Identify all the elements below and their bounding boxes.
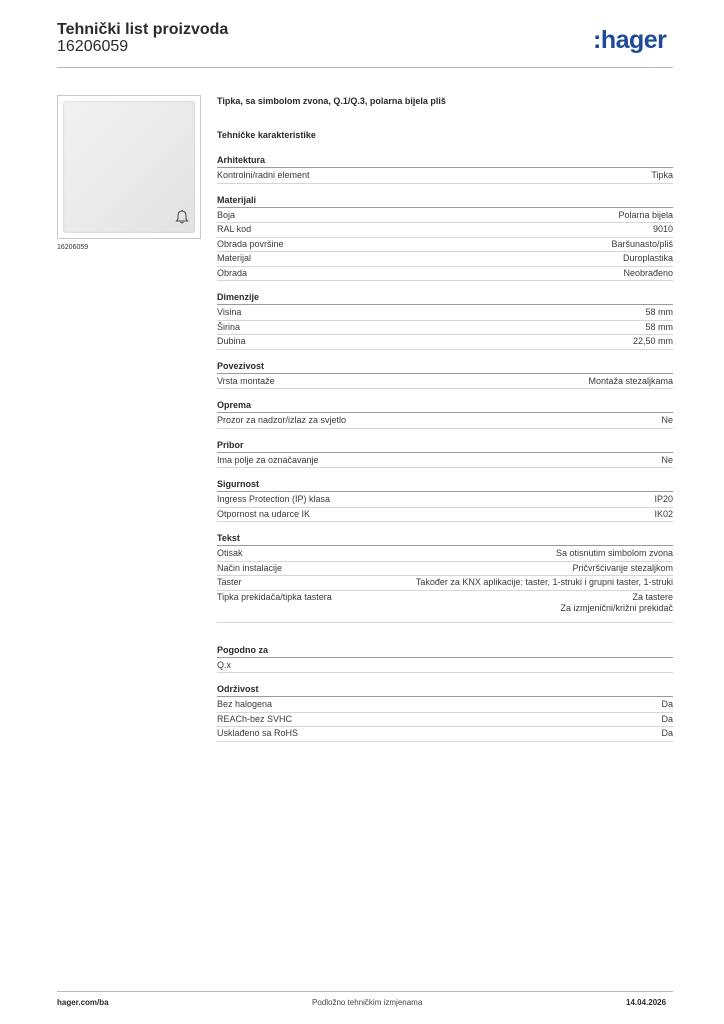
spec-value: Baršunasto/pliš xyxy=(611,238,673,249)
spec-row xyxy=(217,576,673,591)
spec-row xyxy=(217,223,673,238)
spec-row xyxy=(217,713,673,728)
spec-value: Tipka xyxy=(651,170,673,180)
spec-row xyxy=(217,508,673,523)
product-image xyxy=(57,95,201,239)
spec-row xyxy=(217,252,673,267)
hager-logo: :hager xyxy=(593,26,667,54)
spec-label: Taster xyxy=(217,577,242,587)
spec-label: Materijal xyxy=(217,253,252,263)
image-caption: 16206059 xyxy=(57,244,89,251)
spec-label: Visina xyxy=(217,307,242,317)
spec-section xyxy=(217,292,673,350)
section-title: Sigurnost xyxy=(217,479,673,492)
spec-label: Širina xyxy=(217,321,241,332)
spec-section xyxy=(217,684,673,742)
spec-row xyxy=(217,209,673,224)
spec-value: Duroplastika xyxy=(622,253,673,263)
spec-value: IP20 xyxy=(654,494,673,504)
spec-value: Također za KNX aplikacije: taster, 1-struki i grupni taster, 1-struki xyxy=(415,577,673,587)
spec-row xyxy=(217,454,673,469)
spec-label: Otisak xyxy=(217,548,243,558)
footer-notice: Podložno tehničkim izmjenama xyxy=(312,998,423,1007)
header-divider xyxy=(57,67,673,68)
spec-section xyxy=(217,645,673,674)
spec-label: Način instalacije xyxy=(217,562,283,573)
spec-label: Vrsta montaže xyxy=(217,375,275,386)
spec-value: 58 mm xyxy=(645,307,673,317)
section-title: Dimenzije xyxy=(217,292,673,305)
spec-value: Da xyxy=(661,713,673,724)
spec-label: Q.x xyxy=(217,659,232,670)
spec-label: Prozor za nadzor/izlaz za svjetlo xyxy=(217,415,347,425)
spec-row xyxy=(217,493,673,508)
spec-value: Da xyxy=(661,728,673,738)
spec-section xyxy=(217,155,673,184)
characteristics-heading: Tehničke karakteristike xyxy=(217,130,316,140)
spec-row xyxy=(217,562,673,577)
footer-website: hager.com/ba xyxy=(57,998,109,1007)
section-title: Materijali xyxy=(217,195,673,208)
spec-row xyxy=(217,375,673,390)
bell-icon xyxy=(174,209,190,225)
spec-label: Kontrolni/radni element xyxy=(217,170,310,180)
product-description: Tipka, sa simbolom zvona, Q.1/Q.3, polarna bijela pliš xyxy=(217,96,446,106)
spec-label: Ima polje za označavanje xyxy=(217,454,319,465)
spec-label: Boja xyxy=(217,209,236,220)
section-title: Povezivost xyxy=(217,361,673,374)
spec-section xyxy=(217,361,673,390)
spec-value: 9010 xyxy=(652,224,673,234)
spec-value: Polarna bijela xyxy=(618,209,673,220)
spec-section xyxy=(217,479,673,522)
footer-divider xyxy=(57,991,673,992)
footer-date: 14.04.2026 xyxy=(626,998,667,1007)
spec-row xyxy=(217,591,673,623)
spec-section xyxy=(217,400,673,429)
spec-label: Tipka prekidača/tipka tastera xyxy=(217,591,332,602)
section-title: Oprema xyxy=(217,400,673,413)
spec-section xyxy=(217,195,673,282)
spec-value: Za tastere Za izmjenični/križni prekidač xyxy=(560,591,673,613)
spec-label: Obrada xyxy=(217,267,248,278)
spec-value: Sa otisnutim simbolom zvona xyxy=(555,548,673,558)
spec-row xyxy=(217,414,673,429)
spec-label: Otpornost na udarce IK xyxy=(217,508,311,519)
spec-value: Da xyxy=(661,699,673,709)
spec-label: Dubina xyxy=(217,336,246,346)
spec-value: Pričvršćivanje stezaljkom xyxy=(572,562,673,573)
spec-row xyxy=(217,238,673,253)
spec-value: 58 mm xyxy=(645,321,673,332)
spec-row xyxy=(217,169,673,184)
document-title: Tehnički list proizvoda xyxy=(57,21,229,38)
section-title: Pogodno za xyxy=(217,645,673,658)
spec-label: REACh-bez SVHC xyxy=(217,713,293,724)
spec-row xyxy=(217,547,673,562)
spec-value: Ne xyxy=(661,415,673,425)
spec-label: RAL kod xyxy=(217,224,252,234)
spec-row xyxy=(217,306,673,321)
spec-row xyxy=(217,335,673,350)
spec-row xyxy=(217,267,673,282)
spec-row xyxy=(217,321,673,336)
spec-section xyxy=(217,533,673,623)
spec-sections xyxy=(217,155,673,742)
section-title: Tekst xyxy=(217,533,673,546)
spec-row xyxy=(217,659,673,674)
product-code: 16206059 xyxy=(57,38,129,55)
section-title: Pribor xyxy=(217,440,673,453)
spec-row xyxy=(217,698,673,713)
spec-value: IK02 xyxy=(654,508,673,519)
spec-value: Ne xyxy=(661,454,673,465)
spec-section xyxy=(217,440,673,469)
section-title: Arhitektura xyxy=(217,155,673,168)
spec-label: Usklađeno sa RoHS xyxy=(217,728,299,738)
spec-value: Montaža stezaljkama xyxy=(588,375,673,386)
section-title: Održivost xyxy=(217,684,673,697)
spec-label: Bez halogena xyxy=(217,699,273,709)
spec-label: Obrada površine xyxy=(217,238,284,249)
spec-row xyxy=(217,727,673,742)
spec-value: 22,50 mm xyxy=(632,336,673,346)
spec-content xyxy=(217,96,673,742)
spec-label: Ingress Protection (IP) klasa xyxy=(217,494,331,504)
spec-value: Neobrađeno xyxy=(623,267,673,278)
